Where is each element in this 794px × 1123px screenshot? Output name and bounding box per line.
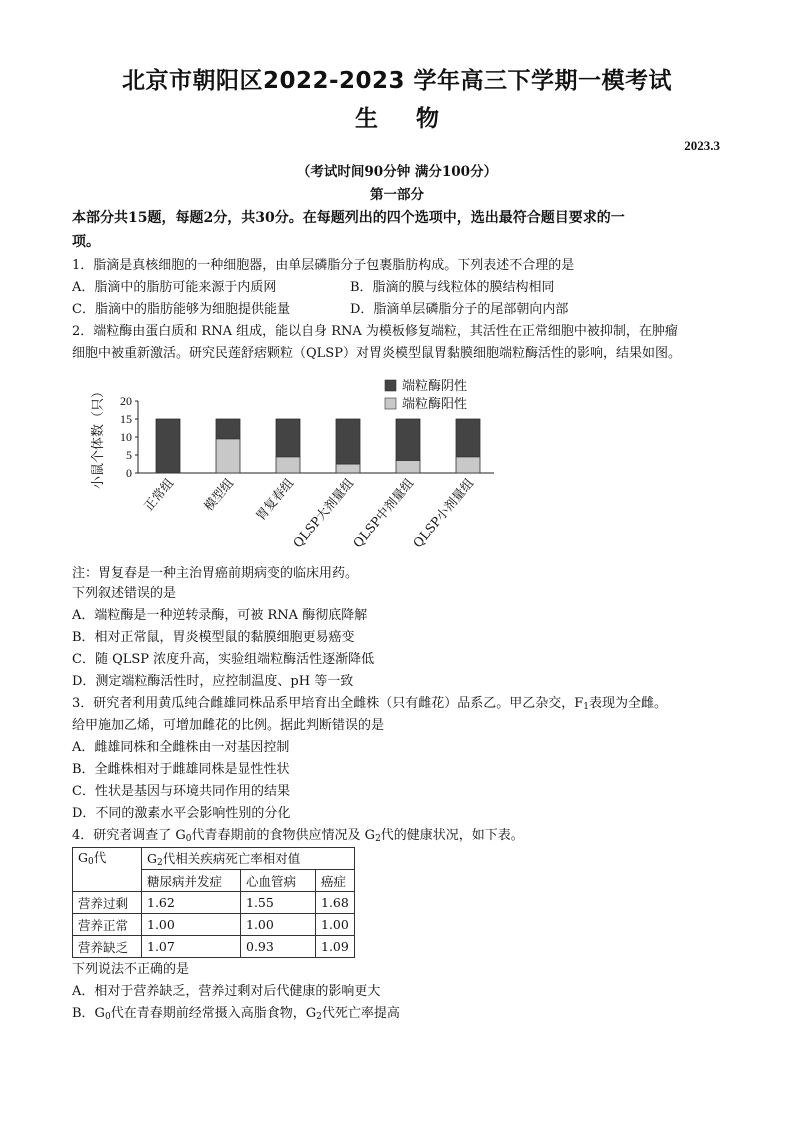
q3-option-d: D．不同的激素水平会影响性别的分化 xyxy=(72,806,291,821)
table-corner-cell: $G_0$代 xyxy=(73,848,142,892)
q1-stem: 1．脂滴是真核细胞的一种细胞器，由单层磷脂分子包裹脂肪构成。下列表述不合理的是 xyxy=(72,258,575,273)
table-col-header: 心血管病 xyxy=(241,870,316,892)
bar-negative xyxy=(336,419,360,464)
bar-negative xyxy=(156,419,180,473)
q2-ask: 下列叙述错误的是 xyxy=(72,586,177,601)
mortality-table xyxy=(72,847,355,958)
bar-positive xyxy=(336,464,360,473)
y-axis-label: 小鼠个体数（只） xyxy=(91,384,106,490)
table-cell: 1.07 xyxy=(142,936,241,958)
y-tick-label: 20 xyxy=(120,394,132,408)
x-tick-label: QLSP中剂量组 xyxy=(349,475,417,551)
bar-negative xyxy=(456,419,480,457)
q3-option-c: C．性状是基因与环境共同作用的结果 xyxy=(72,784,290,799)
table-row xyxy=(73,936,355,958)
q3-option-a: A．雌雄同株和全雌株由一对基因控制 xyxy=(72,740,290,755)
x-tick-label: 胃复春组 xyxy=(252,475,297,524)
x-tick-label: QLSP小剂量组 xyxy=(409,475,477,551)
q4-stem: 4．研究者调查了 $G_0$代青春期前的食物供应情况及 $G_2$代的健康状况，如下表。 xyxy=(72,828,524,844)
table-cell: 0.93 xyxy=(241,936,316,958)
y-tick-label: 5 xyxy=(126,448,132,462)
table-col-header: 糖尿病并发症 xyxy=(142,870,241,892)
q2-note: 注：胃复春是一种主治胃癌前期病变的临床用药。 xyxy=(72,566,359,581)
table-row xyxy=(73,892,355,914)
q2-option-c: C．随 QLSP 浓度升高，实验组端粒酶活性逐渐降低 xyxy=(72,652,375,667)
bar-negative xyxy=(276,419,300,457)
legend-swatch xyxy=(385,380,396,391)
y-tick-label: 0 xyxy=(126,466,132,480)
q1-option-d: D．脂滴单层磷脂分子的尾部朝向内部 xyxy=(350,302,569,317)
legend-swatch xyxy=(385,398,396,409)
bar-positive xyxy=(396,460,420,473)
table-row-label: 营养过剩 xyxy=(73,892,142,914)
q4-ask: 下列说法不正确的是 xyxy=(72,962,190,977)
intro-line-1: 本部分共15题，每题2分，共30分。在每题列出的四个选项中，选出最符合题目要求的一 xyxy=(72,210,625,226)
table-cell: 1.09 xyxy=(316,936,355,958)
table-col-header: 癌症 xyxy=(316,870,355,892)
table-cell: 1.68 xyxy=(316,892,355,914)
x-tick-label: 正常组 xyxy=(140,475,177,514)
q3-stem-2: 给甲施加乙烯，可增加雌花的比例。据此判断错误的是 xyxy=(72,718,385,733)
table-cell: 1.00 xyxy=(241,914,316,936)
table-cell: 1.00 xyxy=(316,914,355,936)
telomerase-chart xyxy=(80,372,500,572)
x-tick-label: 模型组 xyxy=(200,475,237,514)
table-row-label: 营养正常 xyxy=(73,914,142,936)
table-row-label: 营养缺乏 xyxy=(73,936,142,958)
q1-option-c: C．脂滴中的脂肪能够为细胞提供能量 xyxy=(72,302,290,317)
bar-positive xyxy=(216,439,240,473)
exam-title: 北京市朝阳区2022-2023 学年高三下学期一模考试 xyxy=(121,68,673,94)
q3-stem-1: 3．研究者利用黄瓜纯合雌雄同株品系甲培育出全雌株（只有雌花）品系乙。甲乙杂交，$F_1$表现为全雌。 xyxy=(72,696,668,712)
q2-option-a: A．端粒酶是一种逆转录酶，可被 RNA 酶彻底降解 xyxy=(72,608,368,623)
x-tick-label: QLSP大剂量组 xyxy=(289,475,357,551)
q4-option-b: B．$G_0$代在青春期前经常摄入高脂食物，$G_2$代死亡率提高 xyxy=(72,1006,400,1022)
y-tick-label: 10 xyxy=(120,430,132,444)
q2-stem-2: 细胞中被重新激活。研究民莲舒痞颗粒（QLSP）对胃炎模型鼠胃黏膜细胞端粒酶活性的影响，结果如图。 xyxy=(72,346,681,361)
q1-option-b: B．脂滴的膜与线粒体的膜结构相同 xyxy=(350,280,555,295)
q2-stem-1: 2．端粒酶由蛋白质和 RNA 组成，能以自身 RNA 为模板修复端粒，其活性在正常细胞中被抑制，在肿瘤 xyxy=(72,324,678,339)
bar-positive xyxy=(276,457,300,473)
q3-option-b: B．全雌株相对于雌雄同株是显性性状 xyxy=(72,762,290,777)
q2-option-d: D．测定端粒酶活性时，应控制温度、pH 等一致 xyxy=(72,674,354,689)
q1-option-a: A．脂滴中的脂肪可能来源于内质网 xyxy=(72,280,277,295)
legend-label: 端粒酶阴性 xyxy=(402,379,468,394)
q2-option-b: B．相对正常鼠，胃炎模型鼠的黏膜细胞更易癌变 xyxy=(72,630,355,645)
part-intro xyxy=(72,206,732,254)
exam-date: 2023.3 xyxy=(684,138,720,153)
table-cell: 1.00 xyxy=(142,914,241,936)
table-header-row xyxy=(73,848,355,870)
q4-option-a: A．相对于营养缺乏，营养过剩对后代健康的影响更大 xyxy=(72,984,381,999)
table-group-header: $G_2$代相关疾病死亡率相对值 xyxy=(142,848,355,870)
bar-negative xyxy=(396,419,420,460)
table-cell: 1.55 xyxy=(241,892,316,914)
exam-info: （考试时间90分钟 满分100分） xyxy=(296,164,498,180)
table-cell: 1.62 xyxy=(142,892,241,914)
subject-title: 生物 xyxy=(355,106,477,132)
bar-positive xyxy=(456,457,480,473)
part-heading: 第一部分 xyxy=(370,187,424,203)
y-tick-label: 15 xyxy=(120,412,132,426)
bar-negative xyxy=(216,419,240,439)
table-row xyxy=(73,914,355,936)
intro-line-2: 项。 xyxy=(72,234,100,250)
legend-label: 端粒酶阳性 xyxy=(402,397,468,412)
